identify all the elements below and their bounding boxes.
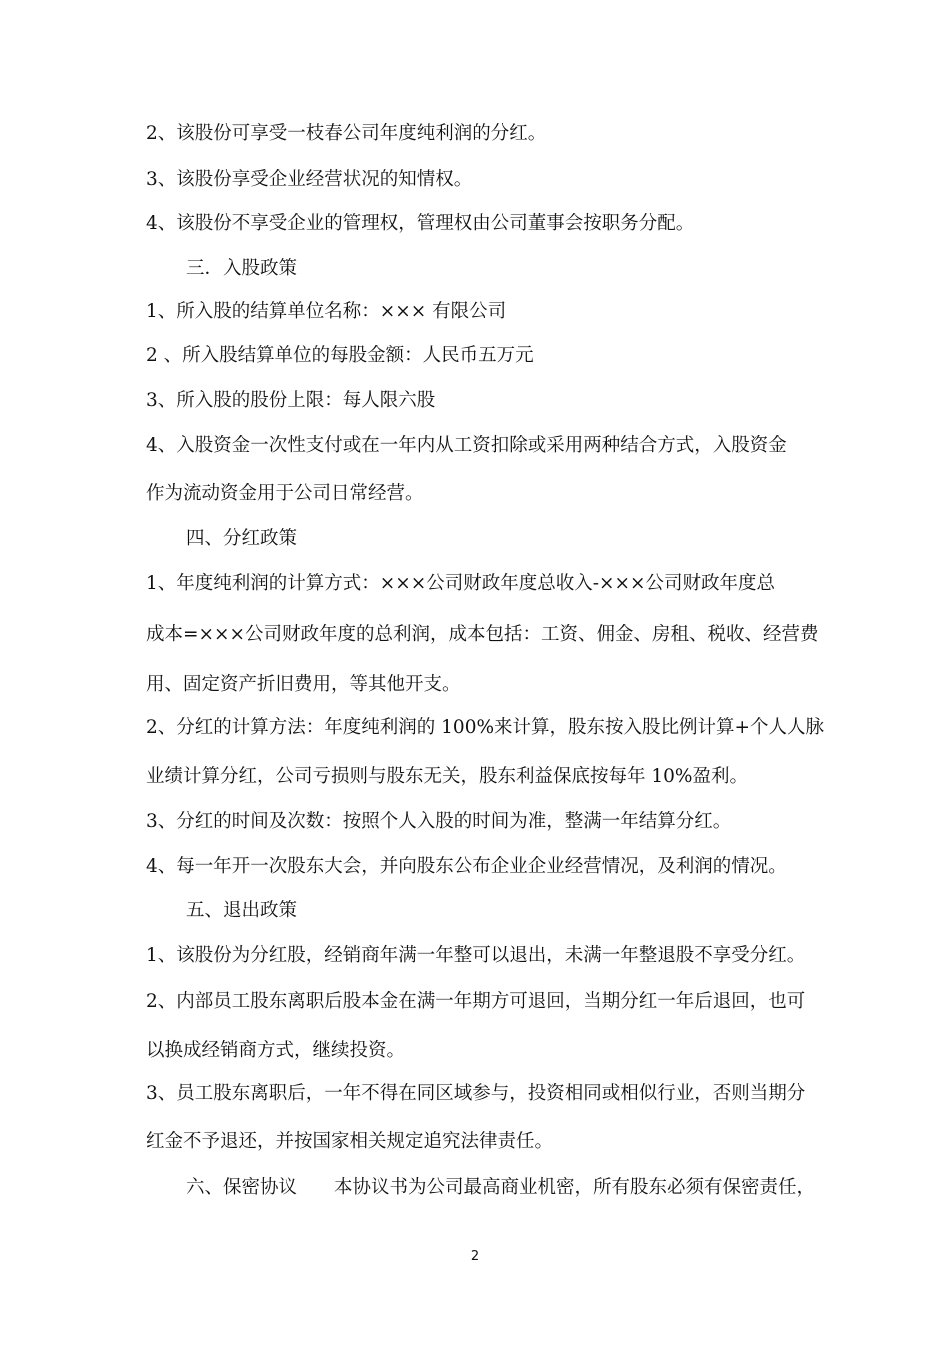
paragraph-line: 3、所入股的股份上限：每人限六股 <box>146 390 436 411</box>
section-heading: 六、保密协议 本协议书为公司最高商业机密，所有股东必须有保密责任， <box>186 1177 816 1198</box>
paragraph-line: 作为流动资金用于公司日常经营。 <box>146 483 424 504</box>
paragraph-line: 2 、所入股结算单位的每股金额：人民币五万元 <box>146 345 534 366</box>
paragraph-line: 3、员工股东离职后，一年不得在同区域参与，投资相同或相似行业，否则当期分 <box>146 1083 806 1104</box>
paragraph-line: 2、该股份可享受一枝春公司年度纯利润的分红。 <box>146 123 547 144</box>
paragraph-line: 3、分红的时间及次数：按照个人入股的时间为准，整满一年结算分红。 <box>146 811 732 832</box>
paragraph-line: 2、分红的计算方法：年度纯利润的 100%来计算，股东按入股比例计算+个人人脉 <box>146 717 825 738</box>
paragraph-line: 1、该股份为分红股，经销商年满一年整可以退出，未满一年整退股不享受分红。 <box>146 945 806 966</box>
paragraph-line: 红金不予退还，并按国家相关规定追究法律责任。 <box>146 1131 554 1152</box>
section-heading: 四、分红政策 <box>186 528 298 549</box>
paragraph-line: 4、该股份不享受企业的管理权，管理权由公司董事会按职务分配。 <box>146 213 695 234</box>
section-heading: 五、退出政策 <box>186 900 298 921</box>
paragraph-line: 成本=×××公司财政年度的总利润，成本包括：工资、佣金、房租、税收、经营费 <box>146 624 819 645</box>
paragraph-line: 以换成经销商方式，继续投资。 <box>146 1040 406 1061</box>
section-heading: 三．入股政策 <box>186 258 298 279</box>
paragraph-line: 用、固定资产折旧费用，等其他开支。 <box>146 674 461 695</box>
paragraph-line: 2、内部员工股东离职后股本金在满一年期方可退回，当期分红一年后退回，也可 <box>146 991 806 1012</box>
paragraph-line: 3、该股份享受企业经营状况的知情权。 <box>146 169 473 190</box>
paragraph-line: 业绩计算分红，公司亏损则与股东无关，股东利益保底按每年 10%盈利。 <box>146 766 749 787</box>
paragraph-line: 4、每一年开一次股东大会，并向股东公布企业企业经营情况，及利润的情况。 <box>146 856 787 877</box>
page-number: 2 <box>470 1249 480 1264</box>
paragraph-line: 1、年度纯利润的计算方式：×××公司财政年度总收入-×××公司财政年度总 <box>146 573 776 594</box>
paragraph-line: 1、所入股的结算单位名称：××× 有限公司 <box>146 301 507 322</box>
paragraph-line: 4、入股资金一次性支付或在一年内从工资扣除或采用两种结合方式，入股资金 <box>146 435 787 456</box>
